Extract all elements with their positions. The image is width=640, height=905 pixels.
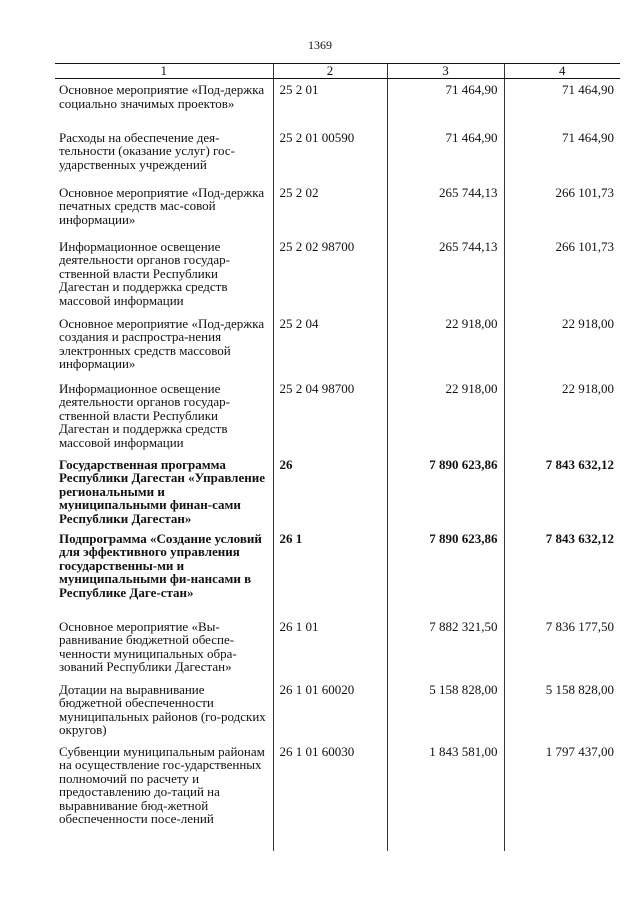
- row-code: 26: [273, 454, 387, 528]
- table-row: [55, 679, 620, 741]
- row-name: Расходы на обеспечение дея-тельности (оказание услуг) гос-ударственных учреждений: [59, 129, 235, 172]
- row-name: Основное мероприятие «Под-держка создания и распростра-нения электронных средств массовой информации»: [59, 315, 265, 371]
- row-value-col3: 71 464,90: [387, 79, 504, 127]
- header-row: [55, 64, 620, 79]
- row-value-col4: 5 158 828,00: [504, 679, 620, 741]
- row-code: 25 2 02 98700: [273, 236, 387, 313]
- row-value-col3: 7 890 623,86: [387, 528, 504, 616]
- table-row: [55, 313, 620, 378]
- row-value-col3: 1 843 581,00: [387, 741, 504, 851]
- row-value-col3: 5 158 828,00: [387, 679, 504, 741]
- row-code: 26 1: [273, 528, 387, 616]
- table-row: [55, 616, 620, 679]
- row-code: 25 2 01 00590: [273, 127, 387, 182]
- row-name: Информационное освещение деятельности органов государ-ственной власти Республики Дагестан и поддержка средств массовой информации: [59, 380, 230, 450]
- row-name: Основное мероприятие «Под-держка социально значимых проектов»: [59, 82, 265, 111]
- row-code: 26 1 01 60020: [273, 679, 387, 741]
- row-name: Дотации на выравнивание бюджетной обеспеченности муниципальных районов (го-родских округов): [59, 681, 266, 737]
- row-value-col4: 7 836 177,50: [504, 616, 620, 679]
- row-code: 25 2 01: [273, 79, 387, 127]
- row-name: Подпрограмма «Создание условий для эффективного управления государственны-ми и муниципальными фи-нансами в Республике Даге-стан»: [59, 530, 262, 600]
- row-code: 26 1 01: [273, 616, 387, 679]
- row-name: Субвенции муниципальным районам на осуществление гос-ударственных полномочий по расчету и предоставлению до-таций на выравнивание бюд-жетной обеспеченности посе-лений: [59, 743, 265, 826]
- column-header-2: 2: [273, 64, 387, 79]
- budget-table: [55, 63, 620, 851]
- column-header-3: 3: [387, 64, 504, 79]
- row-code: 25 2 04 98700: [273, 378, 387, 454]
- row-name: Информационное освещение деятельности органов государ-ственной власти Республики Дагестан и поддержка средств массовой информации: [59, 238, 230, 308]
- row-code: 25 2 02: [273, 182, 387, 236]
- page-number: 1369: [308, 38, 332, 52]
- row-value-col4: 71 464,90: [504, 79, 620, 127]
- row-value-col4: 22 918,00: [504, 313, 620, 378]
- table-row: [55, 378, 620, 454]
- row-value-col4: 1 797 437,00: [504, 741, 620, 851]
- row-value-col3: 22 918,00: [387, 313, 504, 378]
- row-value-col4: 71 464,90: [504, 127, 620, 182]
- table-row: [55, 182, 620, 236]
- table-row: [55, 236, 620, 313]
- column-header-4: 4: [504, 64, 620, 79]
- row-value-col4: 266 101,73: [504, 236, 620, 313]
- row-name: Основное мероприятие «Под-держка печатных средств мас-совой информации»: [59, 184, 265, 227]
- row-value-col4: 266 101,73: [504, 182, 620, 236]
- row-value-col4: 7 843 632,12: [504, 454, 620, 528]
- row-name: Государственная программа Республики Дагестан «Управление региональными и муниципальными финан-сами Республики Дагестан»: [59, 456, 265, 526]
- row-value-col4: 22 918,00: [504, 378, 620, 454]
- row-value-col3: 7 890 623,86: [387, 454, 504, 528]
- row-code: 26 1 01 60030: [273, 741, 387, 851]
- table-row: [55, 79, 620, 127]
- row-value-col4: 7 843 632,12: [504, 528, 620, 616]
- table-row: [55, 454, 620, 528]
- table-row: [55, 528, 620, 616]
- table-row: [55, 127, 620, 182]
- row-value-col3: 22 918,00: [387, 378, 504, 454]
- row-value-col3: 7 882 321,50: [387, 616, 504, 679]
- table-row: [55, 741, 620, 851]
- row-value-col3: 265 744,13: [387, 236, 504, 313]
- row-value-col3: 71 464,90: [387, 127, 504, 182]
- row-code: 25 2 04: [273, 313, 387, 378]
- row-value-col3: 265 744,13: [387, 182, 504, 236]
- column-header-1: 1: [55, 64, 273, 79]
- row-name: Основное мероприятие «Вы-равнивание бюджетной обеспе-ченности муниципальных обра-зований Республики Дагестан»: [59, 618, 237, 674]
